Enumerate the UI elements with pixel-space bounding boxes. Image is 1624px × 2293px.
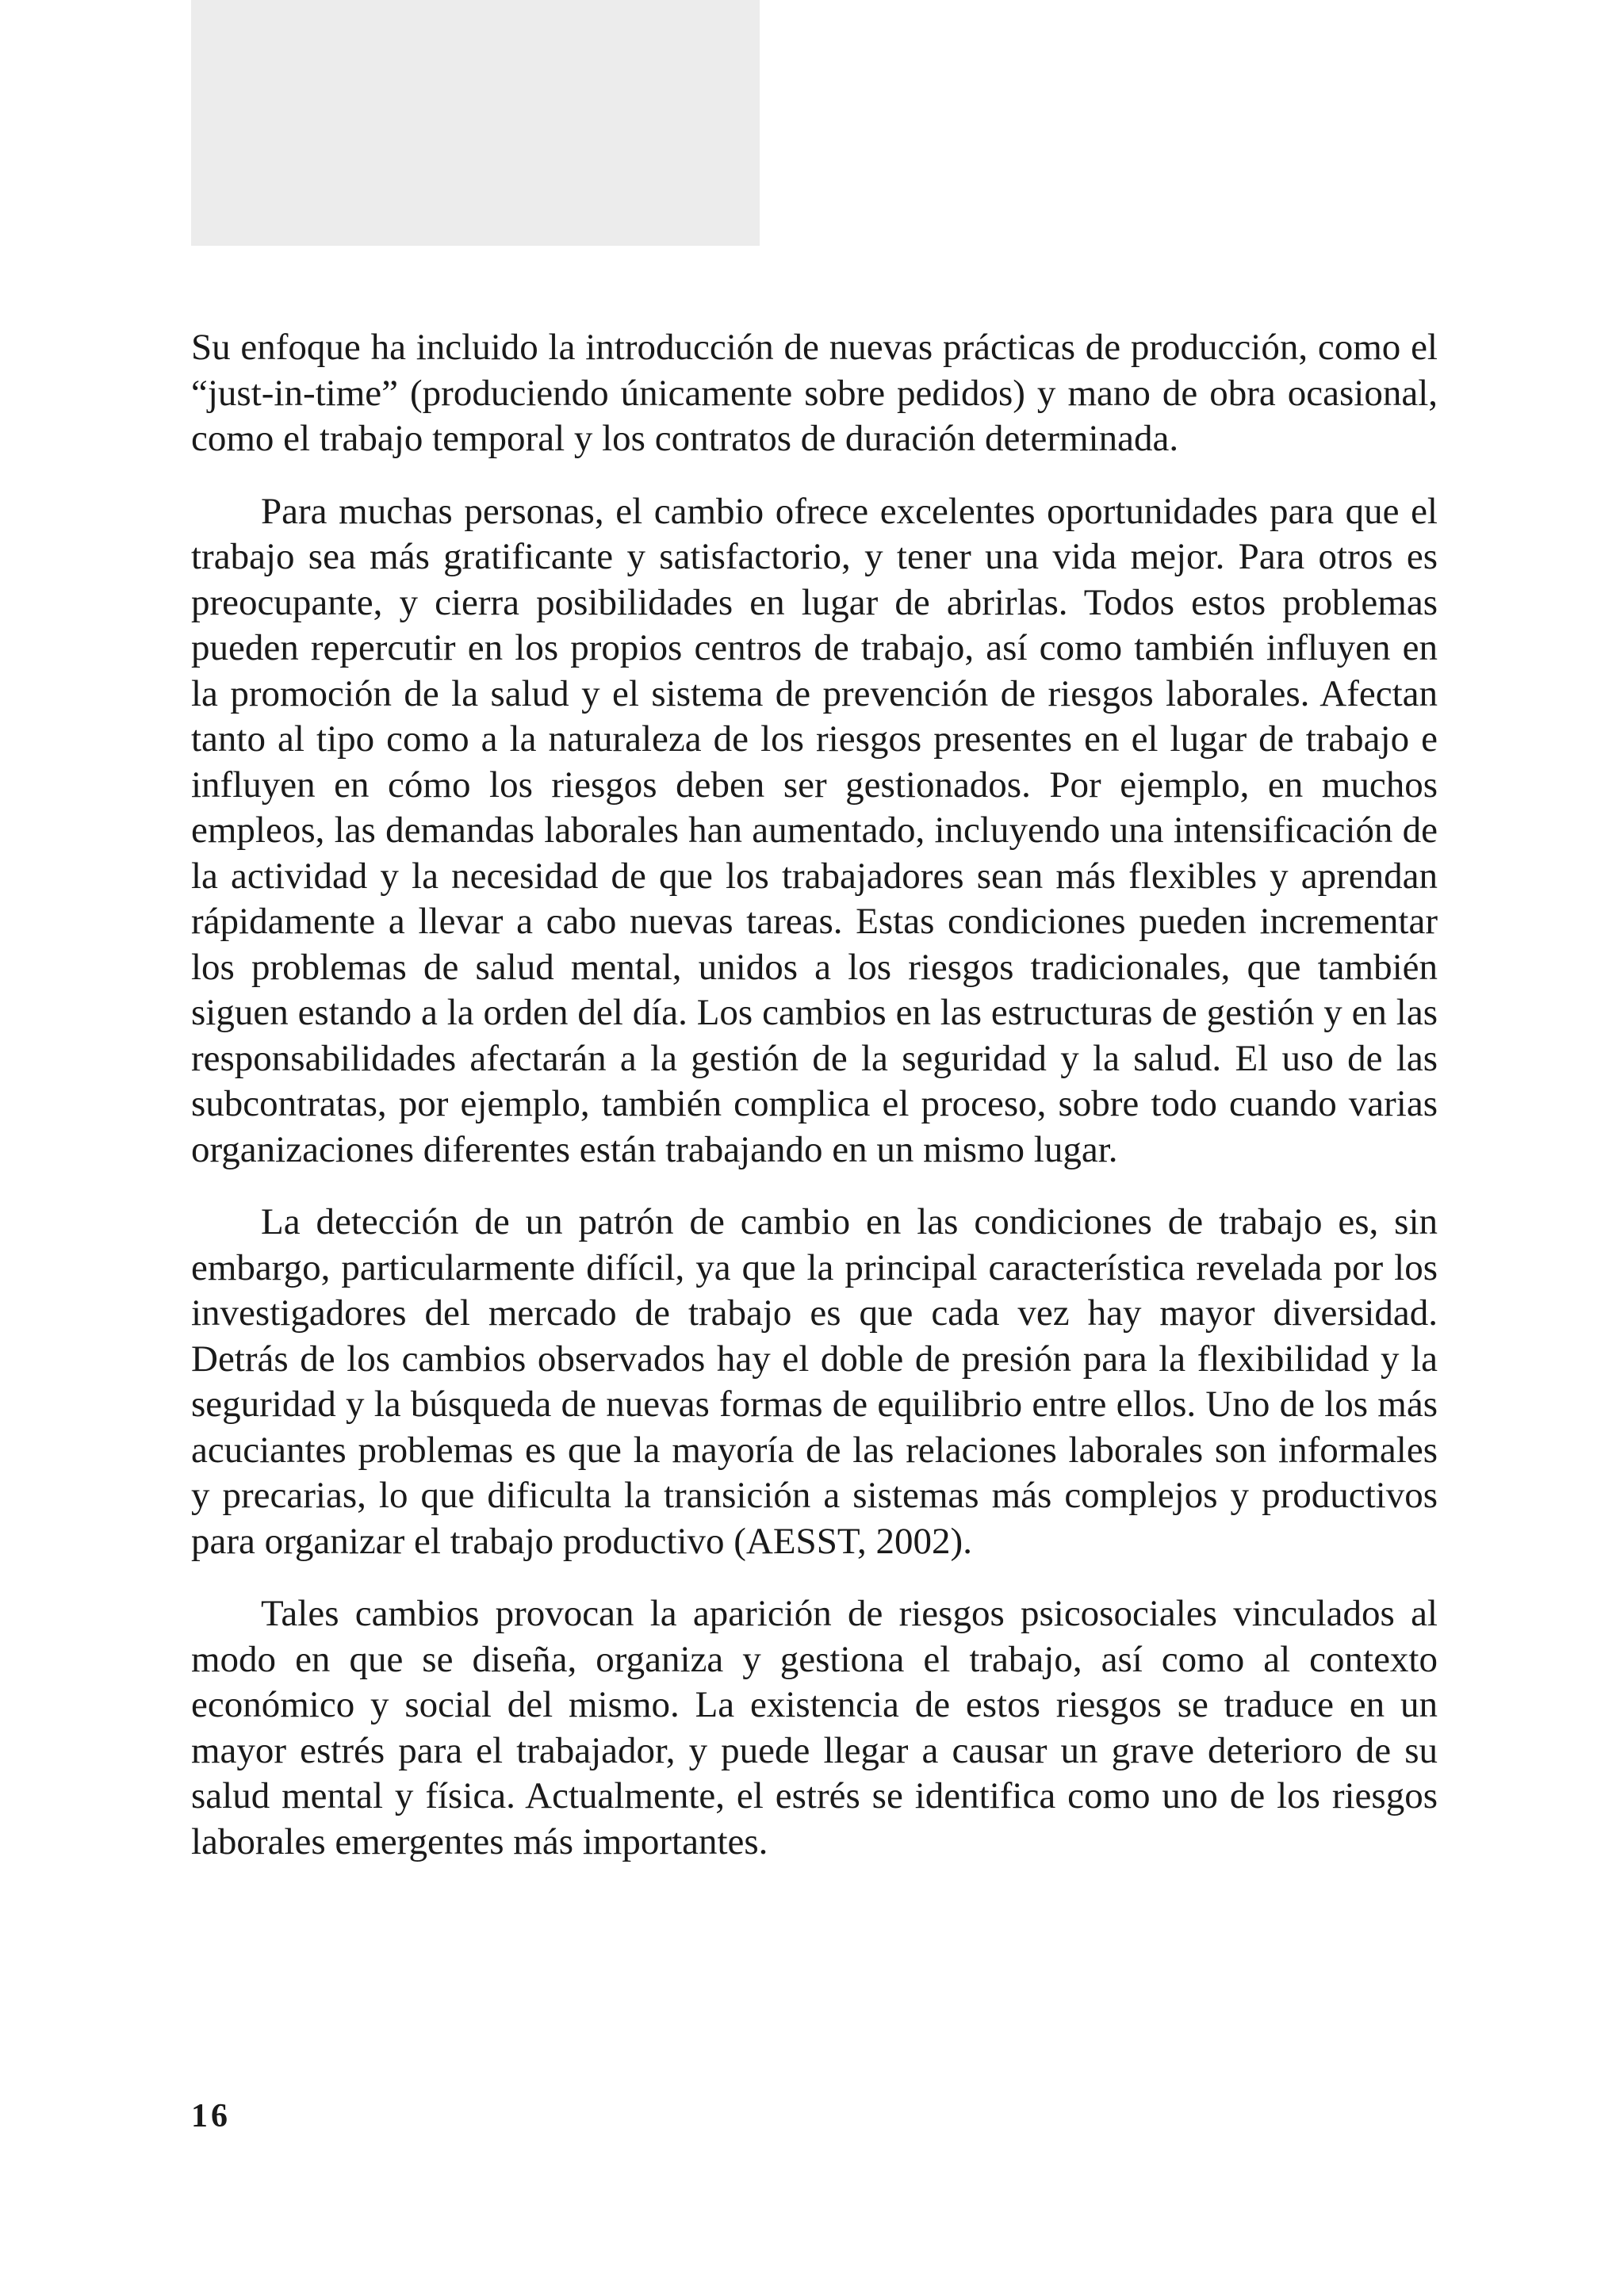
page-number: 16 bbox=[191, 2098, 231, 2134]
paragraph-4: Tales cambios provocan la aparición de riesgos psicosociales vinculados al modo en que se diseña, organiza y gestiona el trabajo, así como al contexto económico y social del mismo. La existencia de estos riesgos se traduce en un mayor estrés para el trabajador, y puede llegar a causar un grave deterioro de su salud mental y física. Actualmente, el estrés se identifica como uno de los riesgos laborales emergentes más importantes. bbox=[191, 1593, 1438, 1862]
paragraph-3: La detección de un patrón de cambio en las condiciones de trabajo es, sin embargo, particularmente difícil, ya que la principal característica revelada por los investigadores del mercado de trabajo es que cada vez hay mayor diversidad. Detrás de los cambios observados hay el doble de presión para la flexibilidad y la seguridad y la búsqueda de nuevas formas de equilibrio entre ellos. Uno de los más acuciantes problemas es que la mayoría de las relaciones laborales son informales y precarias, lo que dificulta la transición a sistemas más complejos y productivos para organizar el trabajo productivo (AESST, 2002). bbox=[191, 1201, 1438, 1562]
paragraph-1: Su enfoque ha incluido la introducción de nuevas prácticas de producción, como el “just-in-time” (produciendo únicamente sobre pedidos) y mano de obra ocasional, como el trabajo temporal y los contratos de duración determinada. bbox=[191, 327, 1438, 459]
body-text bbox=[191, 325, 1438, 1892]
paragraph-2: Para muchas personas, el cambio ofrece excelentes oportunidades para que el trabajo sea más gratificante y satisfactorio, y tener una vida mejor. Para otros es preocupante, y cierra posibilidades en lugar de abrirlas. Todos estos problemas pueden repercutir en los propios centros de trabajo, así como también influyen en la promoción de la salud y el sistema de prevención de riesgos laborales. Afectan tanto al tipo como a la naturaleza de los riesgos presentes en el lugar de trabajo e influyen en cómo los riesgos deben ser gestionados. Por ejemplo, en muchos empleos, las demandas laborales han aumentado, incluyendo una intensificación de la actividad y la necesidad de que los trabajadores sean más flexibles y aprendan rápidamente a llevar a cabo nuevas tareas. Estas condiciones pueden incrementar los problemas de salud mental, unidos a los riesgos tradicionales, que también siguen estando a la orden del día. Los cambios en las estructuras de gestión y en las responsabilidades afectarán a la gestión de la seguridad y la salud. El uso de las subcontratas, por ejemplo, también complica el proceso, sobre todo cuando varias organizaciones diferentes están trabajando en un mismo lugar. bbox=[191, 490, 1438, 1170]
header-gray-block bbox=[191, 0, 760, 246]
